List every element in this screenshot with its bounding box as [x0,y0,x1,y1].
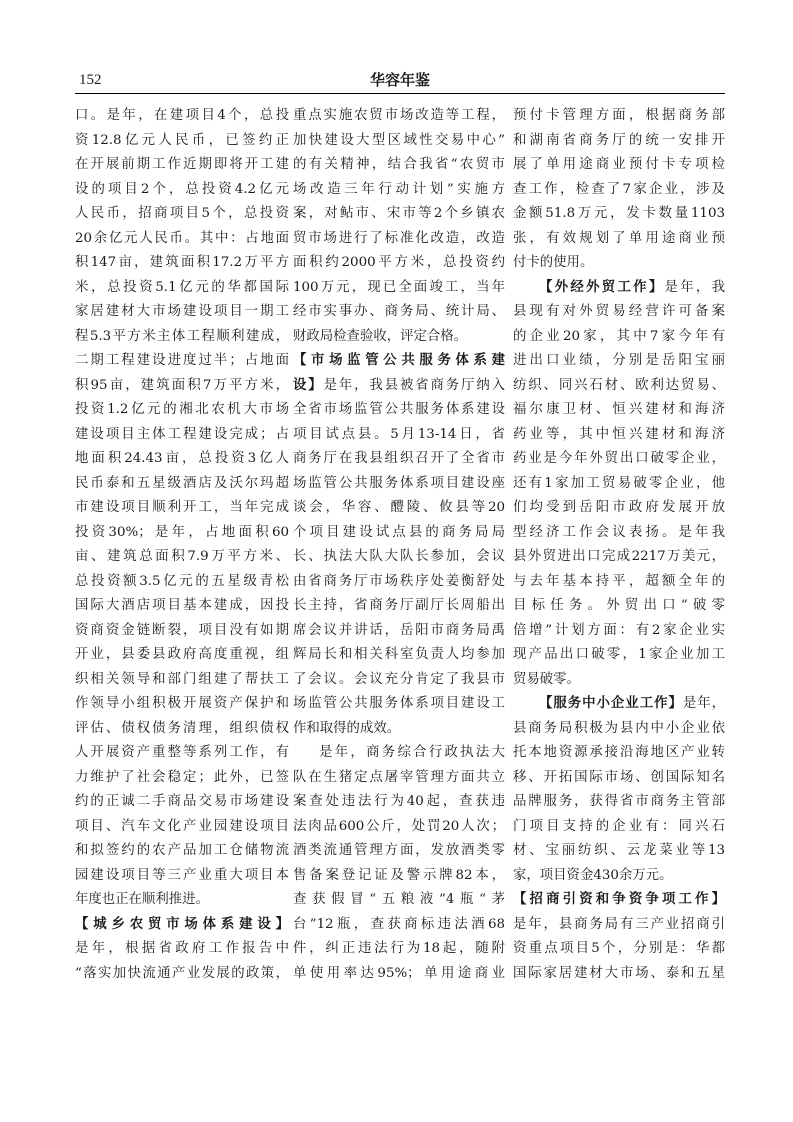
text-line: 纺织、同兴石材、欧利达贸易、 [513,377,725,393]
text-line: 场监管公共服务体系项目建设座 [293,475,505,491]
text-line: 商务厅在我县组织召开了全省市 [293,451,505,466]
text-line: 民币泰和五星级酒店及沃尔玛超 [75,475,289,491]
text-line: 是年，县商务局有三产业招商引 [513,916,725,932]
text-line: 查工作，检查了7家企业，涉及 [513,181,725,197]
text-line: 进出口业绩，分别是岳阳宝丽 [513,353,725,368]
text-line: 程5.3平方米主体工程顺利建成， [75,328,289,344]
text-line: 经市实事办、商务局、统计局、 [293,304,505,319]
text-line: 辉局长和相关科室负责人均参加 [293,647,505,662]
text-line: 个项目建设试点县的商务局局 [293,524,505,540]
text-line: 场改造三年行动计划”实施方 [293,181,505,197]
header-rule [75,93,725,94]
text-line: 评估、债权债务清理，组织债权 [75,720,289,736]
text-line: 人开展资产重整等系列工作，有 [75,745,289,760]
text-line: 年度也正在顺利推进。 [75,892,209,907]
text-line: 的企业20家，其中7家今年有 [513,328,725,344]
text-line: 资商资金链断裂，项目没有如期 [75,622,289,638]
text-line: 目标任务。外贸出口“破零 [513,598,725,613]
text-line: 药业是今年外贸出口破零企业， [513,451,725,466]
text-line: 的有关精神，结合我省“农贸市 [293,157,505,172]
section-heading: 【市场监管公共服务体系建 [293,353,505,368]
text-line: 型经济工作会议表扬。是年我 [513,524,725,540]
text-line: 总投资额3.5亿元的五星级青松 [75,573,289,589]
text-line: 还有1家加工贸易破零企业，他 [513,475,725,491]
text-line: 移、开拓国际市场、创国际知名 [513,769,725,785]
text-line: 国际家居建材大市场、泰和五星 [513,965,725,981]
text-line: 与去年基本持平，超额全年的 [513,573,725,589]
text-line: 力维护了社会稳定；此外，已签 [75,769,289,785]
text-line-with-heading [513,276,725,301]
text-line: 国际大酒店项目基本建成，因投 [75,598,289,613]
text-line: 预付卡管理方面，根据商务部 [513,108,725,123]
text-line: 全省市场监管公共服务体系建设 [293,402,505,417]
text-line: 查获假冒“五粮液”4瓶“茅 [293,892,505,907]
text-column-2 [293,104,505,986]
text-line: 建设项目主体工程建设完成；占 [75,426,289,442]
section-heading: 【招商引资和争资争项工作】 [513,892,725,907]
text-line: 案查处违法行为40起，查获违 [293,794,505,809]
text-line: 二期工程建设进度过半；占地面 [75,353,289,368]
section-heading: 【服务中小企业工作】 [539,696,683,711]
section-heading: 设】 [293,377,324,393]
text-line: 积95亩，建筑面积7万平方米， [75,377,289,393]
text-line: 资重点项目5个，分别是：华都 [513,941,725,956]
text-line: 作领导小组积极开展资产保护和 [75,696,289,711]
text-line: 织相关领导和部门组建了帮扶工 [75,671,289,687]
text-line: 投资30%；是年，占地面积60 [75,524,289,540]
text-line: 们均受到岳阳市政府发展开放 [513,500,725,515]
text-line: 队在生猪定点屠宰管理方面共立 [293,769,505,785]
section-heading: 【城乡农贸市场体系建设】 [75,916,289,932]
page-number: 152 [79,72,102,88]
text-line: 是年，商务综合行政执法大 [319,745,505,760]
text-line: 贸市场进行了标准化改造，改造 [293,230,505,246]
text-line: 家，项目资金430余万元。 [513,867,673,883]
text-line: 和拟签约的农产品加工仓储物流 [75,843,289,858]
text-column-1 [75,104,289,986]
text-line: 亩、建筑总面积7.9万平方米、 [75,549,289,564]
text-line: 作和取得的成效。 [293,720,401,736]
text-line: 县商务局积极为县内中小企业依 [513,720,725,736]
text-line: 福尔康卫材、恒兴建材和海济 [513,402,725,417]
text-line: 案，对鲇市、宋市等2个乡镇农 [293,206,505,221]
text-line: 了会议。会议充分肯定了我县市 [293,671,505,687]
text-line-rest: 是年， [682,696,725,711]
text-line: 是年，根据省政府工作报告中 [75,941,289,956]
text-line: 设的项目2个，总投资4.2亿元 [75,181,289,197]
text-line: 长、执法大队大队长参加，会议 [293,549,505,564]
text-line: 单使用率达95%；单用途商业 [293,965,505,981]
page-header [75,70,725,92]
text-line: 场监管公共服务体系项目建设工 [293,696,505,711]
text-line: 由省商务厅市场秩序处姜衡舒处 [293,573,505,589]
text-line: 项目、汽车文化产业园建设项目 [75,818,289,834]
text-line: 园建设项目等三产业重大项目本 [75,867,289,883]
text-line: 加快建设大型区域性交易中心” [293,132,505,148]
text-line: 门项目支持的企业有：同兴石 [513,818,725,834]
text-line: 人民币，招商项目5个，总投资 [75,206,289,221]
text-line: 重点实施农贸市场改造等工程， [293,108,505,123]
text-line: “落实加快流通产业发展的政策， [75,965,289,981]
text-line: 在开展前期工作近期即将开工建 [75,157,289,172]
text-line: 项目试点县。5月13-14日，省 [293,426,505,442]
text-line: 家居建材大市场建设项目一期工 [75,304,289,319]
text-line: 100万元，现已全面竣工，当年 [293,279,505,295]
text-line: 件，纠正违法行为18起，随附 [293,941,505,956]
text-line: 长主持，省商务厅副厅长周船出 [293,598,505,613]
text-line: 售备案登记证及警示牌82本， [293,867,505,883]
text-line: 约的正诚二手商品交易市场建设 [75,794,289,809]
text-line-rest: 是年，我 [664,279,725,295]
text-line: 倍增”计划方面：有2家企业实 [513,622,725,638]
text-line: 和湖南省商务厅的统一安排开 [513,132,725,148]
text-line-with-heading [293,374,505,399]
text-line: 展了单用途商业预付卡专项检 [513,157,725,172]
text-line: 地面积24.43亩，总投资3亿人 [75,451,289,466]
running-title: 华容年鉴 [369,71,430,89]
text-line: 台”12瓶，查获商标违法酒68 [293,916,505,932]
text-line: 米，总投资5.1亿元的华都国际 [75,279,289,295]
text-line: 药业等，其中恒兴建材和海济 [513,426,725,442]
text-line: 托本地资源承接沿海地区产业转 [513,745,725,760]
text-line: 付卡的使用。 [513,255,594,270]
text-column-3 [513,104,725,986]
text-line: 席会议并讲话，岳阳市商务局禹 [293,622,505,638]
text-line: 县外贸进出口完成2217万美元， [513,549,725,564]
text-line: 资12.8亿元人民币，已签约正 [75,132,289,148]
text-line: 口。是年，在建项目4个，总投 [75,108,289,123]
text-line: 谈会，华容、醴陵、攸县等20 [293,500,505,515]
text-line: 市建设项目顺利开工，当年完成 [75,500,289,515]
text-line: 贸易破零。 [513,671,580,687]
text-line: 20余亿元人民币。其中：占地面 [75,230,289,246]
text-line: 积147亩，建筑面积17.2万平方 [75,255,289,270]
text-line-with-heading [513,692,725,717]
section-heading: 【外经外贸工作】 [539,279,665,295]
text-line: 财政局检查验收，评定合格。 [293,328,468,344]
text-line: 酒类流通管理方面，发放酒类零 [293,843,505,858]
text-line: 金额51.8万元，发卡数量1103 [513,206,725,221]
text-line-rest: 是年，我县被省商务厅纳入 [323,377,505,393]
text-line: 县现有对外贸易经营许可备案 [513,304,725,319]
text-line: 法肉品600公斤，处罚20人次； [293,818,505,834]
text-line: 投资1.2亿元的湘北农机大市场 [75,402,289,417]
text-line: 品牌服务，获得省市商务主管部 [513,794,725,809]
text-line: 面积约2000平方米，总投资约 [293,255,505,270]
text-line: 张，有效规划了单用途商业预 [513,230,725,246]
text-line: 开业，县委县政府高度重视，组 [75,647,289,662]
text-line: 现产品出口破零，1家企业加工 [513,647,725,662]
text-line: 材、宝丽纺织、云龙菜业等13 [513,843,725,858]
